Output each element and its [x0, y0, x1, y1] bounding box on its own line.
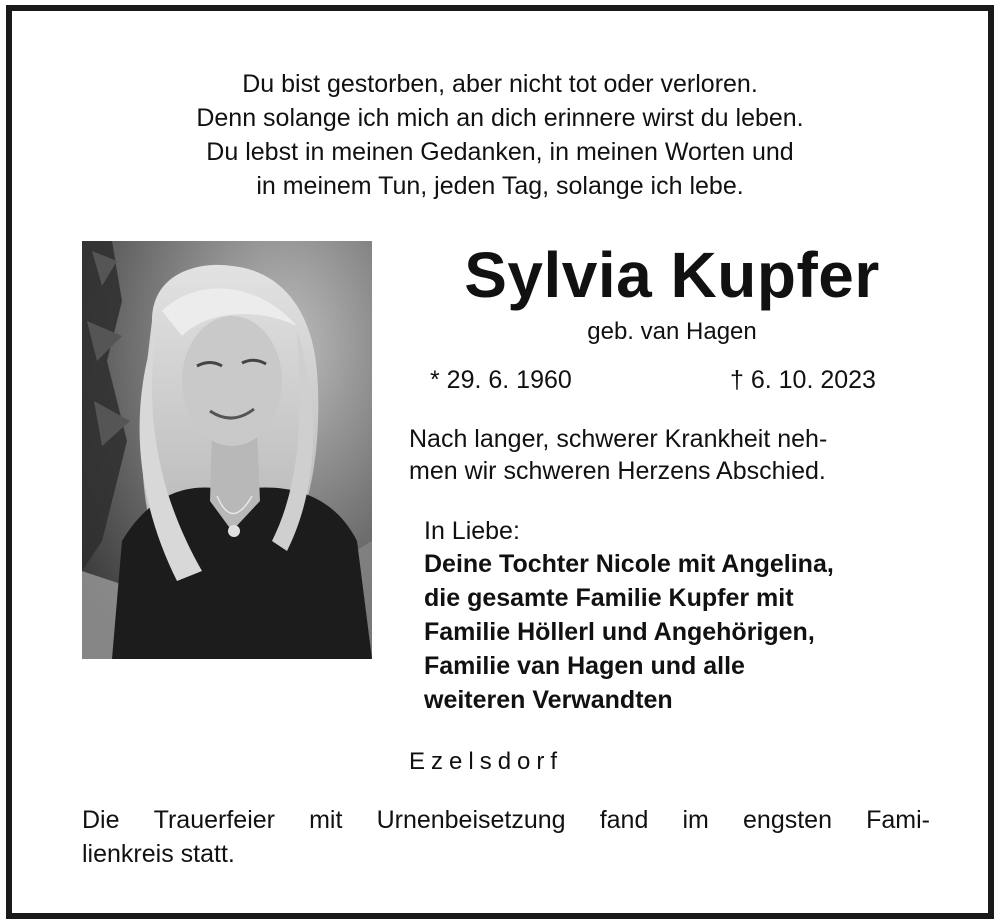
- mourners-line: Familie Höllerl und Angehörigen,: [424, 618, 815, 646]
- poem-line: in meinem Tun, jeden Tag, solange ich lebe.: [256, 172, 744, 200]
- poem: [12, 67, 988, 203]
- ceremony-word: Fami-: [866, 806, 930, 834]
- mourners-line: Deine Tochter Nicole mit Angelina,: [424, 550, 834, 578]
- notice-line: men wir schweren Herzens Abschied.: [409, 457, 826, 485]
- ceremony-line: [82, 803, 930, 837]
- mourners-list: [424, 547, 944, 717]
- poem-line: Denn solange ich mich an dich erinnere wirst du leben.: [196, 104, 804, 132]
- farewell-notice: [409, 423, 929, 487]
- notice-line: Nach langer, schwerer Krankheit neh-: [409, 425, 828, 453]
- death-date: † 6. 10. 2023: [730, 366, 876, 394]
- mourners-line: die gesamte Familie Kupfer mit: [424, 584, 794, 612]
- poem-line: Du lebst in meinen Gedanken, in meinen Worten und: [206, 138, 794, 166]
- deceased-name: Sylvia Kupfer: [464, 239, 880, 311]
- ceremony-line: lienkreis statt.: [82, 840, 235, 868]
- ceremony-word: fand: [599, 806, 649, 834]
- ceremony-word: mit: [309, 806, 343, 834]
- ceremony-word: Urnenbeisetzung: [376, 806, 566, 834]
- poem-line: Du bist gestorben, aber nicht tot oder verloren.: [242, 70, 758, 98]
- mourners-line: weiteren Verwandten: [424, 686, 673, 714]
- ceremony-word: Trauerfeier: [153, 806, 275, 834]
- ceremony-word: Die: [82, 806, 120, 834]
- portrait-photo: [82, 241, 372, 659]
- obituary-frame: [6, 5, 994, 919]
- mourners-line: Familie van Hagen und alle: [424, 652, 745, 680]
- ceremony-word: im: [682, 806, 709, 834]
- ceremony-word: engsten: [743, 806, 832, 834]
- mourners-intro: In Liebe:: [424, 517, 520, 545]
- birth-date: * 29. 6. 1960: [430, 366, 572, 394]
- place-name: Ezelsdorf: [409, 748, 564, 775]
- maiden-name: geb. van Hagen: [587, 318, 757, 345]
- ceremony-notice: [82, 803, 930, 871]
